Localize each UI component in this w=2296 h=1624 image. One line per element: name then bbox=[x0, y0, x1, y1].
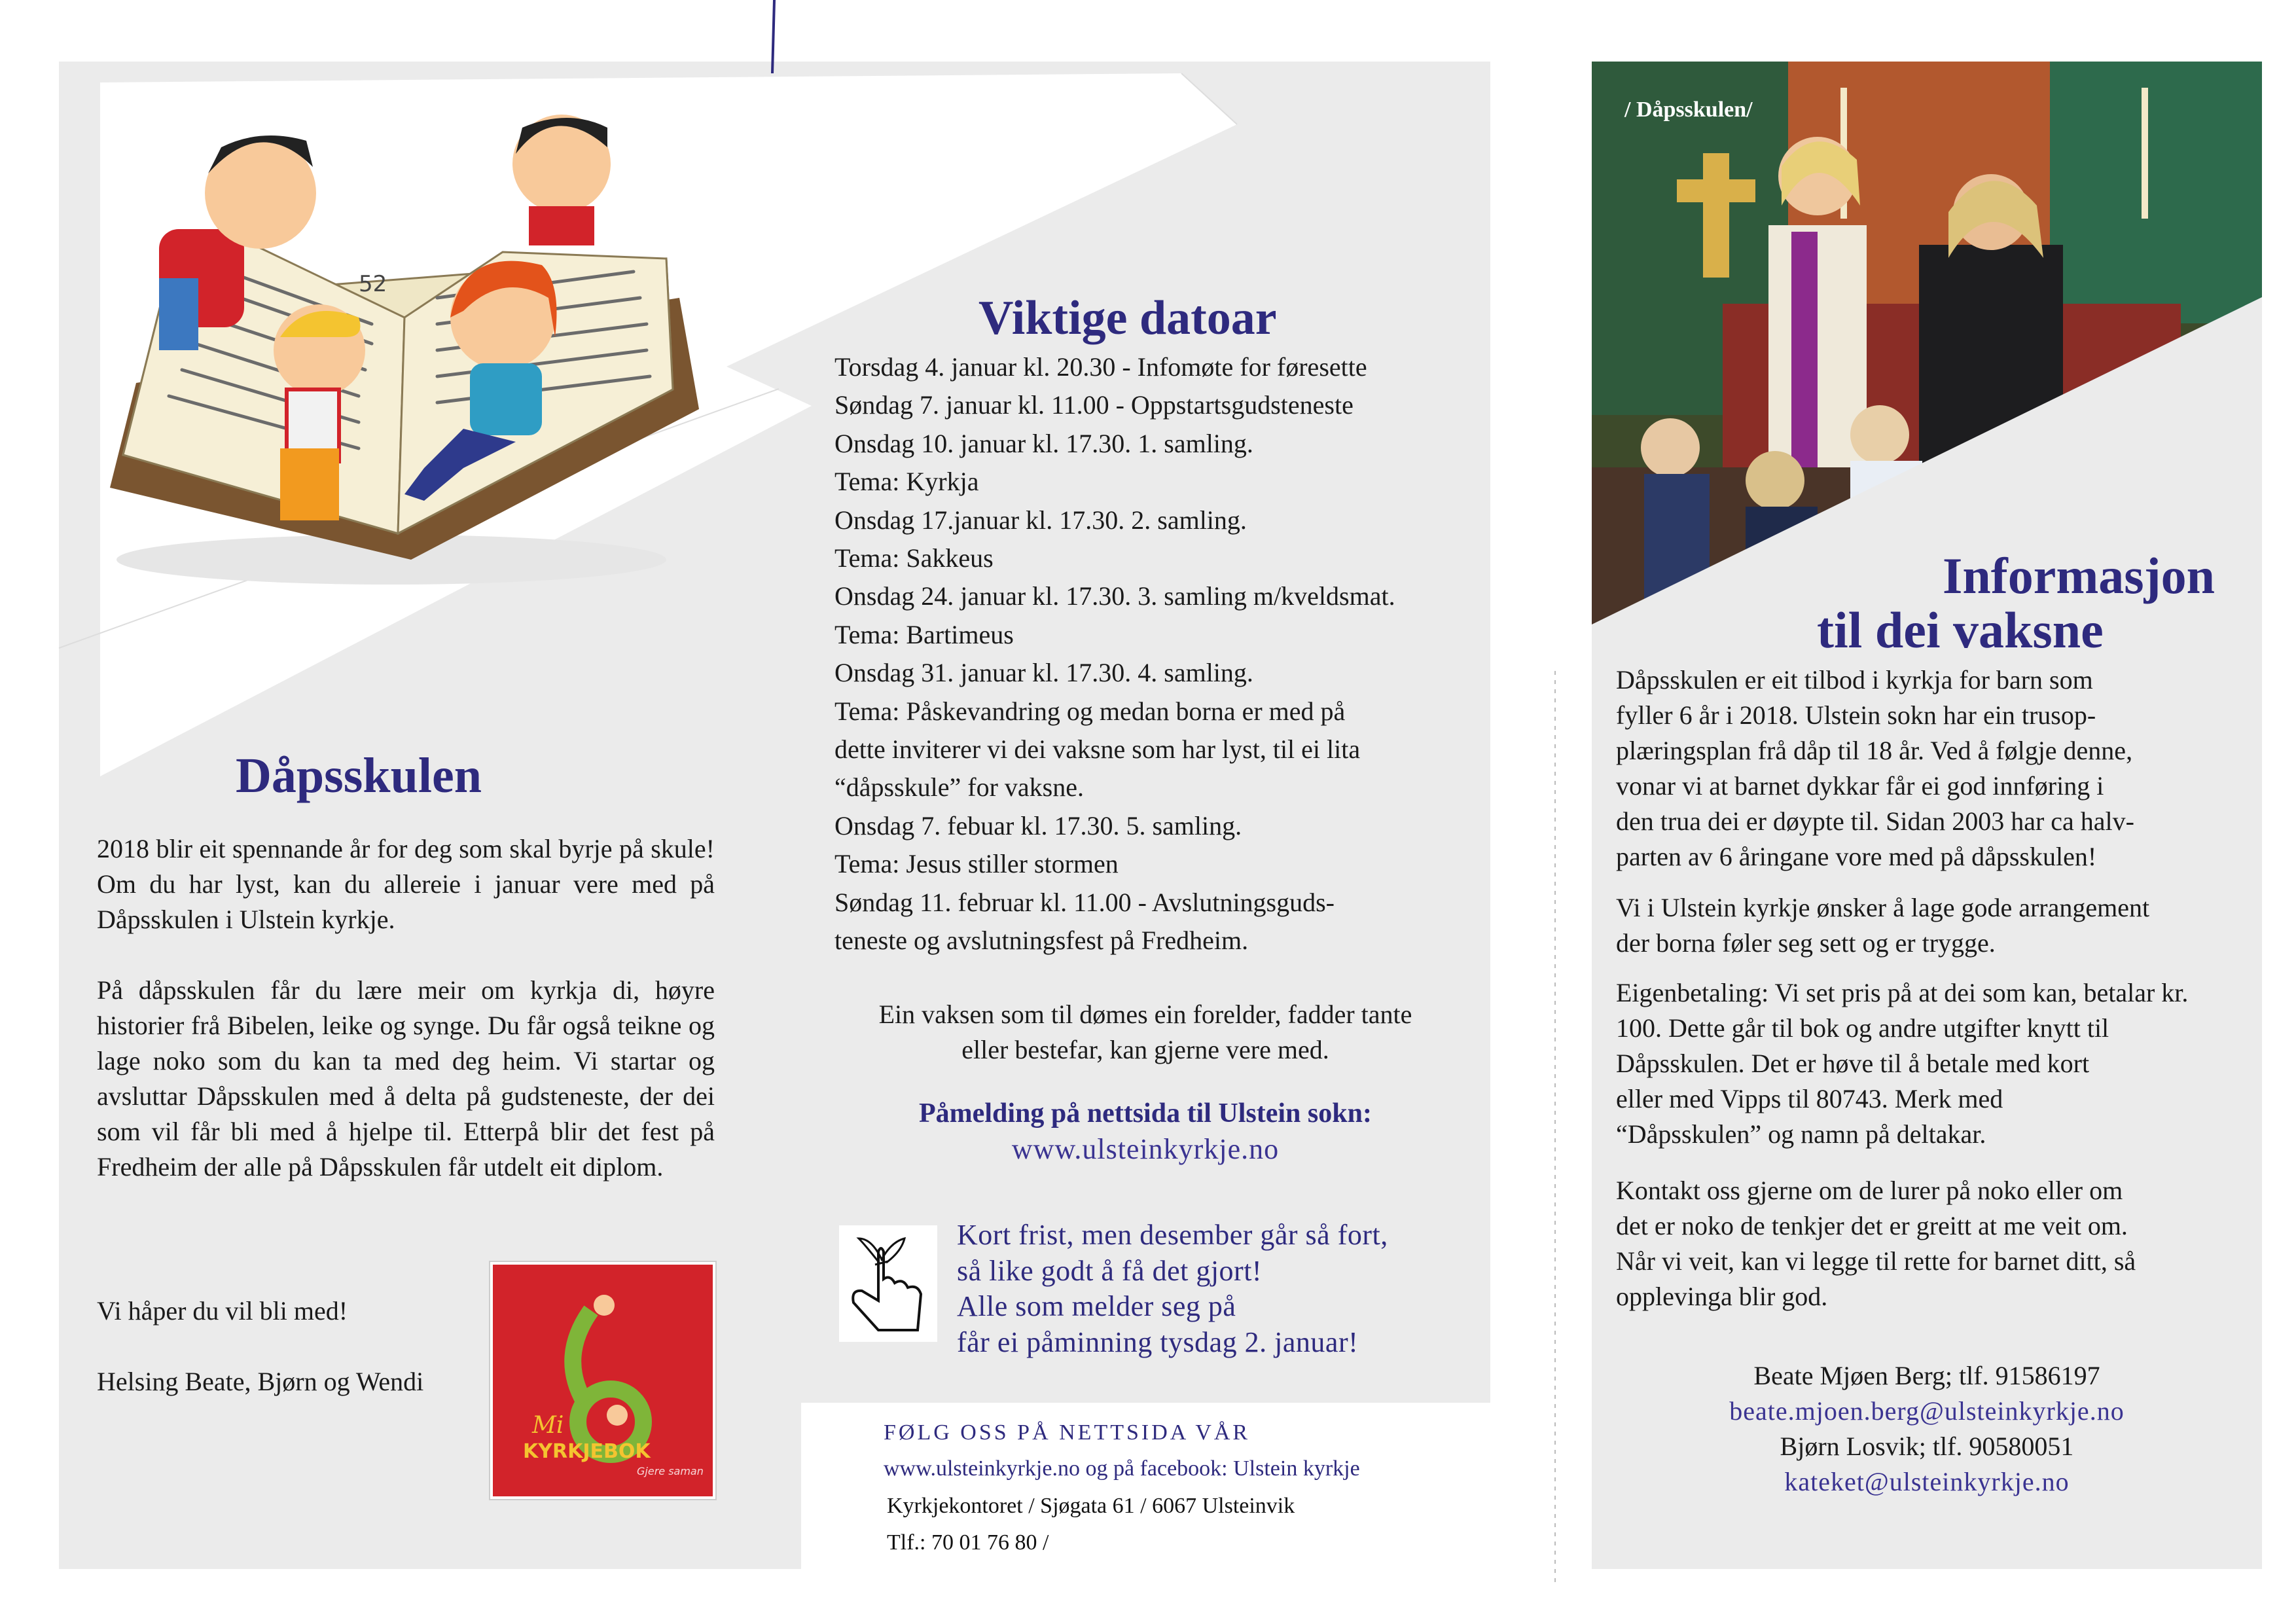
date-line: Onsdag 31. januar kl. 17.30. 4. samling. bbox=[834, 658, 1253, 688]
cover-mi: Mi bbox=[532, 1412, 564, 1439]
reminder-line: får ei påminning tysdag 2. januar! bbox=[957, 1326, 1359, 1359]
text-line: eller med Vipps til 80743. Merk med bbox=[1616, 1084, 2003, 1113]
adult-note-line: eller bestefar, kan gjerne vere med. bbox=[961, 1035, 1329, 1064]
date-line: Onsdag 10. januar kl. 17.30. 1. samling. bbox=[834, 428, 1253, 458]
date-line: Onsdag 24. januar kl. 17.30. 3. samling m/kveldsmat. bbox=[834, 581, 1395, 611]
date-line: Onsdag 7. febuar kl. 17.30. 5. samling. bbox=[834, 810, 1242, 840]
date-line: Tema: Påskevandring og medan borna er med på bbox=[834, 696, 1346, 726]
cover-subtitle: Gjere saman bbox=[637, 1465, 704, 1477]
date-line: Tema: Kyrkja bbox=[834, 467, 979, 497]
text-line: vonar vi at barnet dykkar får ei god innføring i bbox=[1616, 771, 2104, 801]
cover-title: KYRKJEBOK bbox=[523, 1440, 651, 1463]
text-line: Når vi veit, kan vi legge til rette for barnet ditt, så bbox=[1616, 1246, 2136, 1276]
left-paragraph-1: 2018 blir eit spennande år for deg som skal byrje på skule! Om du har lyst, kan du allereie i januar vere med på Dåpsskulen i Ulstein kyrkje. bbox=[97, 834, 715, 934]
text-line: Eigenbetaling: Vi set pris på at dei som kan, betalar kr. bbox=[1616, 978, 2189, 1007]
date-line: Tema: Sakkeus bbox=[834, 543, 994, 573]
footer-phone: Tlf.: 70 01 76 80 / bbox=[887, 1530, 1049, 1555]
finger-string-icon bbox=[839, 1225, 937, 1342]
kyrkjebok-cover bbox=[490, 1262, 715, 1499]
adult-note-line: Ein vaksen som til dømes ein forelder, fadder tante bbox=[878, 1000, 1412, 1029]
text-line: Dåpsskulen er eit tilbod i kyrkja for barn som bbox=[1616, 665, 2093, 695]
text-line: den trua dei er døypte til. Sidan 2003 har ca halv- bbox=[1616, 806, 2134, 836]
text-line: Kontakt oss gjerne om de lurer på noko eller om bbox=[1616, 1176, 2123, 1205]
right-title-line1: Informasjon bbox=[1943, 547, 2215, 604]
text-line: Dåpsskulen. Det er høve til å betale med kort bbox=[1616, 1049, 2090, 1078]
reminder-line: så like godt å få det gjort! bbox=[957, 1254, 1263, 1287]
left-signature: Helsing Beate, Bjørn og Wendi bbox=[97, 1367, 424, 1396]
right-paragraph-3 bbox=[1616, 975, 2188, 1152]
right-paragraph-2 bbox=[1616, 890, 2149, 961]
open-book-illustration bbox=[97, 101, 706, 605]
text-line: “Dåpsskulen” og namn på deltakar. bbox=[1616, 1119, 1986, 1149]
reminder-text bbox=[957, 1218, 1388, 1361]
dates-list bbox=[834, 348, 1395, 960]
date-line: Onsdag 17.januar kl. 17.30. 2. samling. bbox=[834, 505, 1247, 535]
signup-label: Påmelding på nettsida til Ulstein sokn: bbox=[919, 1098, 1372, 1128]
text-line: plæringsplan frå dåp til 18 år. Ved å følgje denne, bbox=[1616, 736, 2133, 765]
reminder-line: Kort frist, men desember går så fort, bbox=[957, 1219, 1388, 1251]
left-title: Dåpsskulen bbox=[236, 748, 482, 803]
contact-1: Beate Mjøen Berg; tlf. 91586197 bbox=[1753, 1361, 2100, 1390]
date-line: teneste og avslutningsfest på Fredheim. bbox=[834, 926, 1249, 956]
reminder-line: Alle som melder seg på bbox=[957, 1290, 1236, 1323]
footer-follow: FØLG OSS PÅ NETTSIDA VÅR bbox=[884, 1420, 1251, 1445]
middle-title: Viktige datoar bbox=[978, 291, 1277, 345]
date-line: Tema: Jesus stiller stormen bbox=[834, 849, 1119, 879]
text-line: der borna føler seg sett og er trygge. bbox=[1616, 928, 1996, 958]
footer-links[interactable]: www.ulsteinkyrkje.no og på facebook: Ulstein kyrkje bbox=[884, 1456, 1360, 1481]
right-title-line2: til dei vaksne bbox=[1817, 602, 2104, 659]
contact-2: Bjørn Losvik; tlf. 90580051 bbox=[1780, 1432, 2074, 1461]
text-line: Vi i Ulstein kyrkje ønsker å lage gode arrangement bbox=[1616, 893, 2150, 922]
book-page-number: 52 bbox=[359, 271, 387, 297]
adult-note bbox=[805, 997, 1486, 1068]
text-line: 100. Dette går til bok og andre utgifter knytt til bbox=[1616, 1013, 2109, 1043]
right-paragraph-4 bbox=[1616, 1173, 2136, 1314]
date-line: Tema: Bartimeus bbox=[834, 619, 1014, 649]
date-line: Torsdag 4. januar kl. 20.30 - Infomøte for føresette bbox=[834, 352, 1367, 382]
text-line: opplevinga blir god. bbox=[1616, 1282, 1828, 1311]
contacts bbox=[1592, 1358, 2262, 1500]
date-line: Søndag 7. januar kl. 11.00 - Oppstartsgudsteneste bbox=[834, 390, 1354, 420]
text-line: parten av 6 åringane vore med på dåpsskulen! bbox=[1616, 842, 2097, 871]
date-line: “dåpsskule” for vaksne. bbox=[834, 772, 1084, 803]
text-line: fyller 6 år i 2018. Ulstein sokn har ein trusop- bbox=[1616, 700, 2096, 730]
footer-address: Kyrkjekontoret / Sjøgata 61 / 6067 Ulsteinvik bbox=[887, 1494, 1295, 1518]
photo-caption: / Dåpsskulen/ bbox=[1624, 98, 1753, 122]
left-closing: Vi håper du vil bli med! bbox=[97, 1296, 348, 1326]
date-line: dette inviterer vi dei vaksne som har lyst, til ei lita bbox=[834, 734, 1361, 765]
signup-link[interactable]: www.ulsteinkyrkje.no bbox=[1011, 1133, 1280, 1165]
signup-block bbox=[805, 1096, 1486, 1168]
text-line: det er noko de tenkjer det er greitt at me veit om. bbox=[1616, 1211, 2128, 1240]
right-paragraph-1 bbox=[1616, 662, 2134, 875]
left-paragraph-2: På dåpsskulen får du lære meir om kyrkja di, høyre historier frå Bibelen, leike og synge. Du får også teikne og lage noko som du kan ta med deg heim. Vi startar og avsluttar Dåpsskulen med å delta på gudsteneste, der dei som vil får bli med å hjelpe til. Etterpå blir det fest på Fredheim der alle på Dåpsskulen får utdelt eit diplom. bbox=[97, 975, 715, 1182]
email-link-1[interactable]: beate.mjoen.berg@ulsteinkyrkje.no bbox=[1729, 1396, 2125, 1426]
email-link-2[interactable]: kateket@ulsteinkyrkje.no bbox=[1784, 1467, 2070, 1496]
date-line: Søndag 11. februar kl. 11.00 - Avslutningsguds- bbox=[834, 887, 1335, 917]
cover-number bbox=[493, 1265, 496, 1272]
left-intro bbox=[97, 831, 715, 1185]
